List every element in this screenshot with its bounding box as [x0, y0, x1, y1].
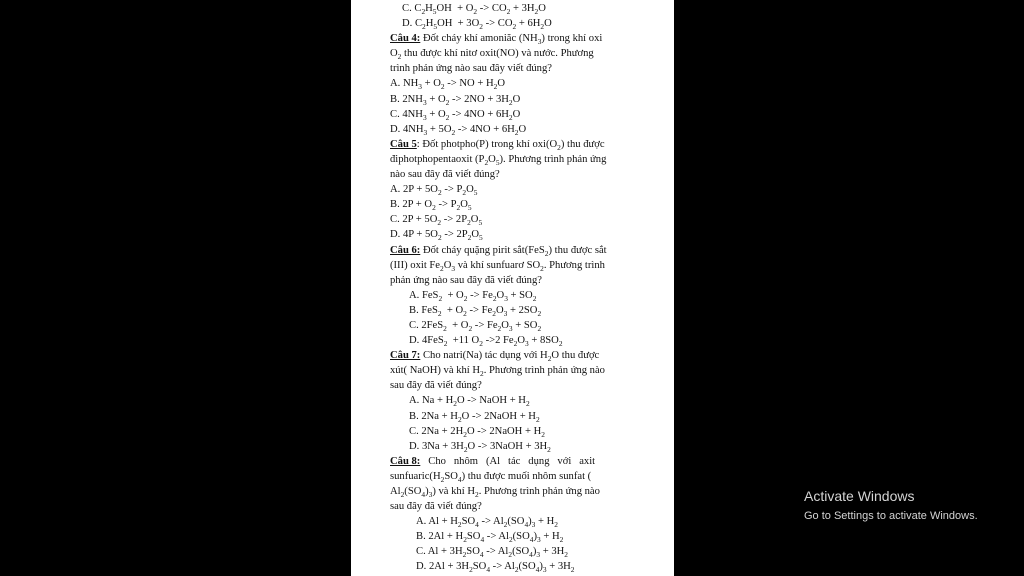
- option-line: D. $4P + 5O_2 -> 2P_2O_5$: [390, 229, 483, 243]
- question-block: [390, 137, 638, 243]
- option-line: B. $2P + O_2 -> P_2O_5$: [390, 199, 472, 213]
- question-stem-text: : Đốt photpho(P) trong khí $oxi(O_2)$ thu được: [416, 138, 605, 152]
- document-page: [351, 0, 674, 576]
- question-label: Câu 7:: [390, 350, 421, 362]
- questions-container: [390, 31, 638, 574]
- option-line: D. $4NH_3 + 5O_2 -> 4NO + 6H_2O$: [390, 123, 527, 137]
- activation-watermark: [804, 487, 978, 524]
- option-line: A. $FeS_2 + O_2 -> Fe_2O_3 + SO_2$: [409, 289, 537, 303]
- question-label: Câu 8:: [390, 455, 421, 467]
- question-stem-line: $sunfuaric(H_2SO_4)$ thu được muối nhôm sunfat (: [390, 470, 592, 485]
- question-stem-line: $Al_2(SO_4)_3$) và khí $H_2$. Phương trình phản ứng nào: [390, 486, 600, 500]
- question-stem-text: Đốt cháy khí amoniăc $(NH_3)$ trong khí oxi: [420, 33, 603, 47]
- option-line: B. $2Na + H_2O$ -> 2NaOH + $H_2$: [409, 410, 540, 424]
- option-line: C. $2P + 5O_2 -> 2P_2O_5$: [390, 214, 483, 228]
- question-label: Câu 5: [390, 138, 417, 150]
- option-line: D. $C_2H_5OH + 3O_2 -> CO_2 + 6H_2O$: [402, 18, 552, 32]
- q3-tail-options: [390, 1, 638, 31]
- option-line: A. $Al + H_2SO_4 -> Al_2(SO_4)_3 + H_2$: [416, 516, 558, 530]
- question-block: [390, 454, 638, 575]
- question-stem-line: [390, 454, 638, 469]
- option-line: C. $Al + 3H_2SO_4 -> Al_2(SO_4)_3 + 3H_2$: [416, 546, 568, 560]
- question-label: Câu 6:: [390, 244, 421, 256]
- watermark-title: Activate Windows: [804, 488, 915, 504]
- option-line: C. $2Na + 2H_2O$ -> 2NaOH + $H_2$: [409, 425, 545, 439]
- question-stem-text: Cho nhôm (Al tác dụng với axit: [420, 455, 596, 467]
- question-stem-line: [390, 31, 638, 46]
- watermark-subtitle: Go to Settings to activate Windows.: [804, 510, 978, 522]
- question-stem-line: sau đây đã viết đúng?: [390, 380, 482, 392]
- option-line: A. $NH_3 + O_2$ -> NO + $H_2O$: [390, 78, 505, 92]
- question-block: [390, 348, 638, 454]
- option-line: B. $2NH_3 + O_2 -> 2NO + 3H_2O$: [390, 93, 521, 107]
- question-stem-line: trình phản ứng nào sau đây viết đúng?: [390, 63, 552, 75]
- question-label: Câu 4:: [390, 33, 421, 45]
- option-line: D. $2Al + 3H_2SO_4 -> Al_2(SO_4)_3 + 3H_2$: [416, 561, 575, 575]
- option-line: B. $FeS_2 + O_2 -> Fe_2O_3 + 2SO_2$: [409, 304, 542, 318]
- option-line: C. $2FeS_2 + O_2 -> Fe_2O_3 + SO_2$: [409, 319, 542, 334]
- question-stem-line: [390, 137, 638, 152]
- option-line: D. 4FeS$_2$ +11 $O_2$ ->2 $Fe_2O_3 + 8SO_2$: [409, 335, 563, 349]
- question-stem-line: (III) oxit $Fe_2O_3$ và khí sunfuarơ $SO_2$. Phương trình: [390, 259, 605, 273]
- question-stem-line: điphotphopentaoxit $(P_2O_5)$. Phương trình phản ứng: [390, 153, 607, 168]
- question-block: [390, 31, 638, 137]
- question-stem-line: [390, 348, 638, 363]
- question-stem-line: $O_2$ thu được khí nitơ oxit(NO) và nước. Phương: [390, 48, 594, 62]
- option-line: C. $C_2H_5OH + O_2 -> CO_2 + 3H_2O$: [402, 3, 546, 17]
- option-line: D. $3Na + 3H_2O$ -> 3NaOH + $3H_2$: [409, 440, 551, 454]
- option-line: A. $2P + 5O_2 -> P_2O_5$: [390, 184, 478, 198]
- question-stem-text: Đốt cháy quặng pirit sắt(FeS$_2$) thu được sắt: [420, 244, 607, 258]
- option-line: C. $4NH_3 + O_2 -> 4NO + 6H_2O$: [390, 108, 521, 122]
- question-block: [390, 243, 638, 349]
- option-line: A. $Na + H_2O$ -> NaOH + $H_2$: [409, 395, 530, 409]
- question-stem-line: sau đây đã viết đúng?: [390, 501, 482, 513]
- question-stem-line: [390, 243, 638, 258]
- question-stem-text: Cho natri(Na) tác dụng với $H_2O$ thu được: [420, 350, 600, 364]
- question-stem-line: xút( NaOH) và khí $H_2$. Phương trình phản ứng nào: [390, 365, 605, 379]
- question-list: [390, 1, 638, 575]
- question-stem-line: phản ứng nào sau đây đã viết đúng?: [390, 274, 542, 286]
- question-stem-line: nào sau đây đã viết đúng?: [390, 169, 500, 181]
- option-line: B. $2Al + H_2SO_4 -> Al_2(SO_4)_3 + H_2$: [416, 531, 564, 545]
